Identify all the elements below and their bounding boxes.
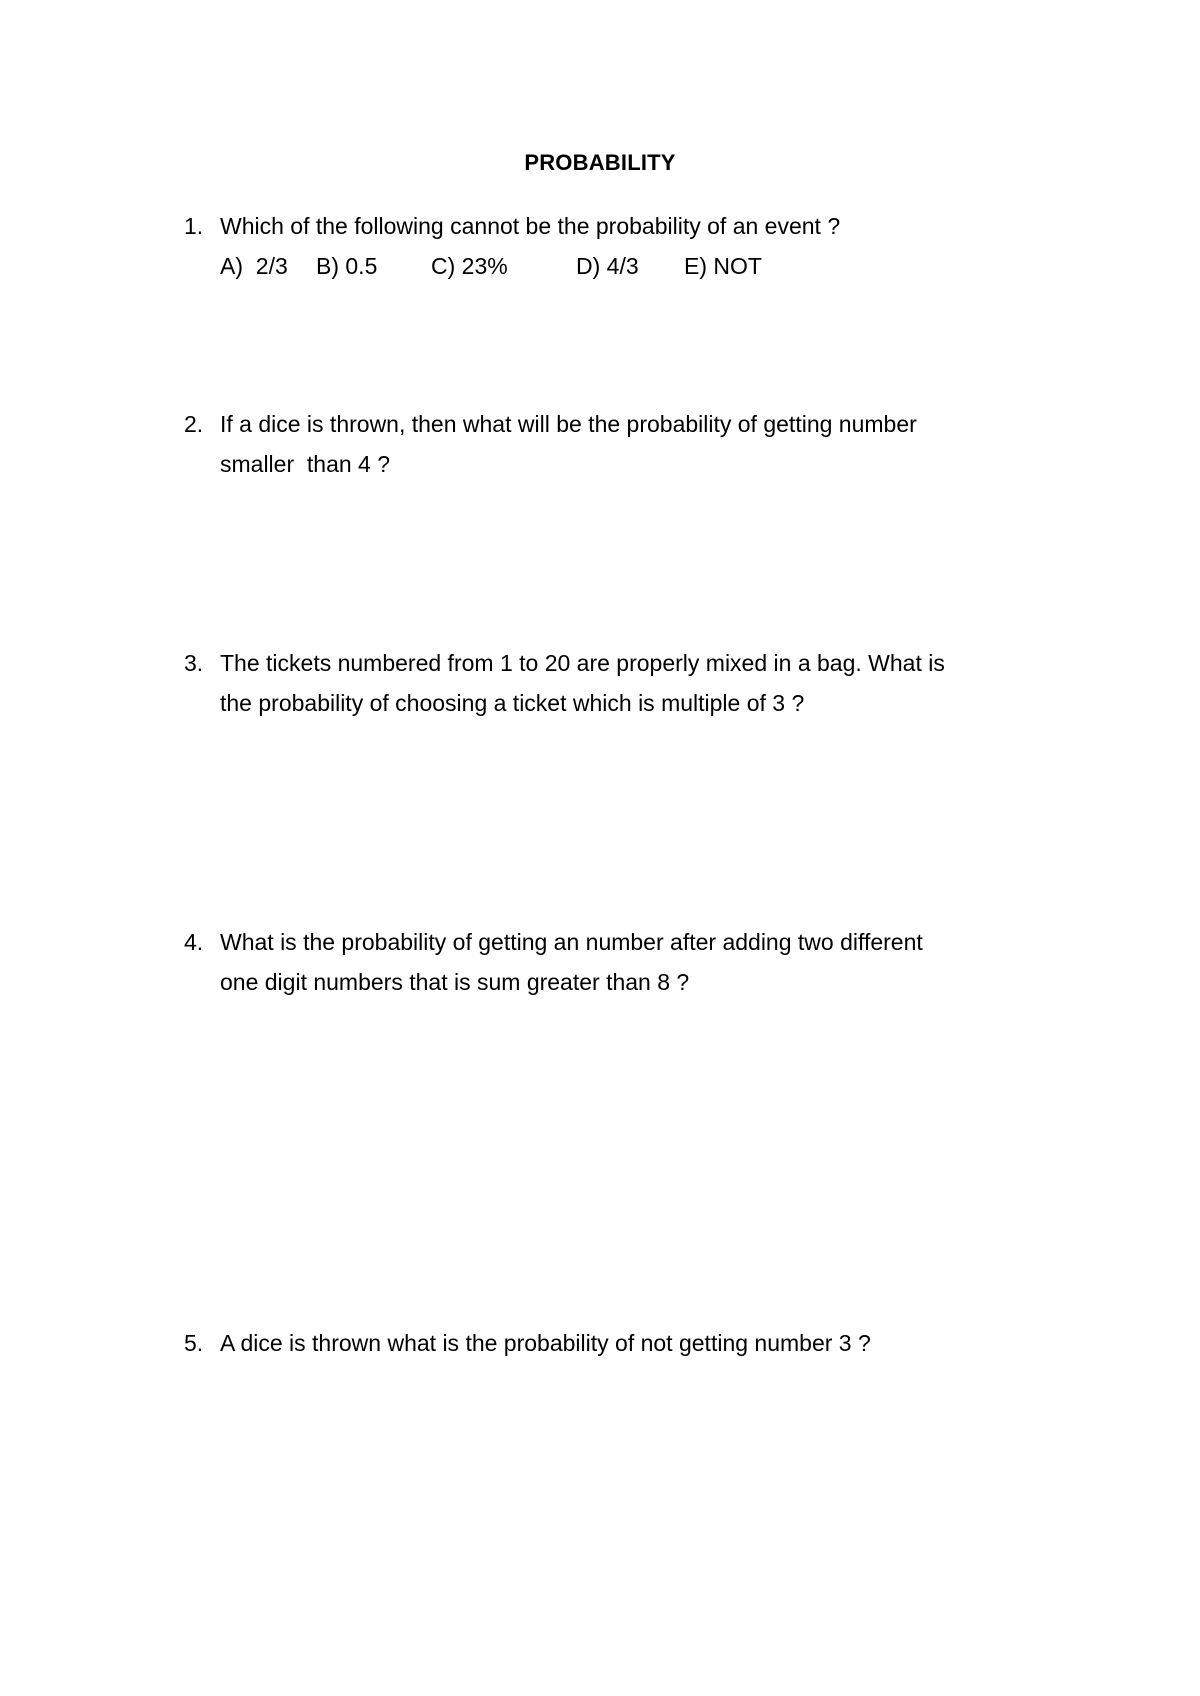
answer-options (220, 246, 1084, 286)
question-text: What is the probability of getting an number after adding two different (220, 929, 923, 955)
question-5 (184, 1323, 1084, 1363)
question-4 (184, 922, 1084, 1002)
question-text: Which of the following cannot be the probability of an event ? (220, 213, 841, 239)
option-e: E) NOT (684, 253, 762, 279)
option-d: D) 4/3 (576, 253, 639, 279)
option-c: C) 23% (431, 253, 508, 279)
question-number: 1. (184, 213, 204, 239)
question-text: one digit numbers that is sum greater than 8 ? (220, 969, 690, 995)
option-b: B) 0.5 (316, 253, 378, 279)
question-text: smaller than 4 ? (220, 451, 391, 477)
question-text: The tickets numbered from 1 to 20 are properly mixed in a bag. What is (220, 650, 945, 676)
question-number: 2. (184, 411, 204, 437)
question-2 (184, 404, 1084, 484)
question-number: 5. (184, 1330, 204, 1356)
option-a: A) 2/3 (220, 253, 288, 279)
question-text: the probability of choosing a ticket which is multiple of 3 ? (220, 690, 805, 716)
question-number: 4. (184, 929, 204, 955)
question-text: A dice is thrown what is the probability of not getting number 3 ? (220, 1330, 871, 1356)
question-1 (184, 206, 1084, 286)
question-3 (184, 643, 1084, 723)
question-number: 3. (184, 650, 204, 676)
question-text: If a dice is thrown, then what will be the probability of getting number (220, 411, 917, 437)
page-title: PROBABILITY (524, 150, 676, 175)
